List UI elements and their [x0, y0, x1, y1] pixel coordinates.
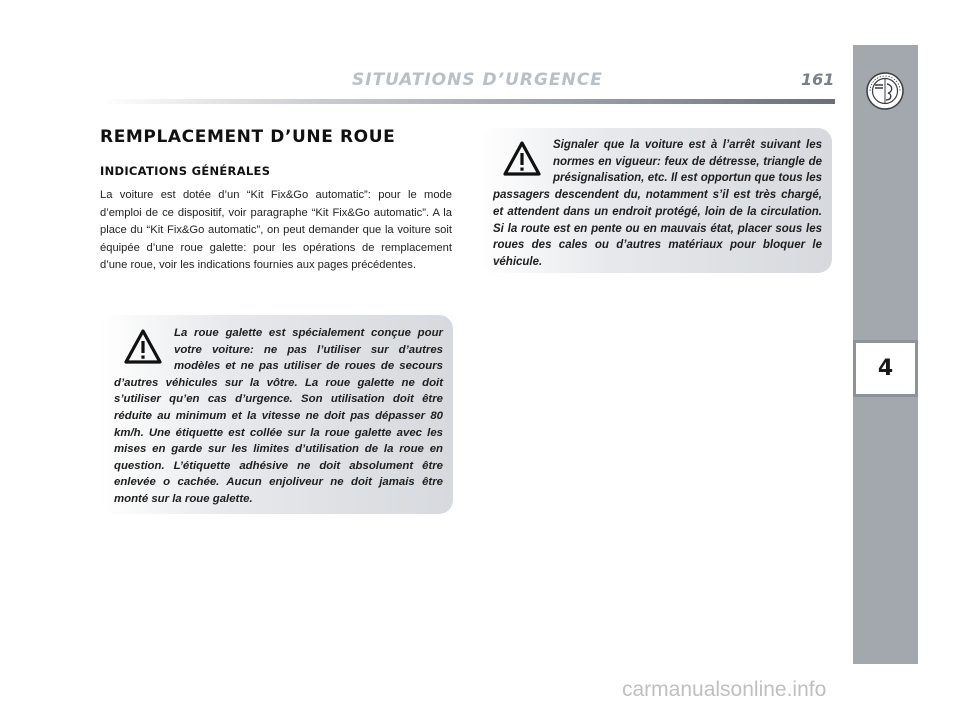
page-number: 161 — [801, 70, 835, 89]
warning-box-spare-wheel — [100, 315, 453, 514]
warning-box-stopped-vehicle — [480, 128, 832, 273]
section-title: SITUATIONS D’URGENCE — [352, 70, 603, 90]
page-title: REMPLACEMENT D’UNE ROUE — [100, 127, 396, 147]
warning-triangle-icon — [503, 141, 541, 177]
chapter-number: 4 — [877, 356, 894, 381]
alfa-romeo-logo-icon — [866, 72, 904, 110]
body-paragraph: La voiture est dotée d’un “Kit Fix&Go automatic”: pour le mode d’emploi de ce dispositif, voir paragraphe “Kit Fix&Go automatic”. A la place du “Kit Fix&Go automatic”, on peut demander que la voiture soit équipée d’une roue galette: pour les opérations de remplacement d’une roue, voir les indications fournies aux pages précédentes. — [100, 189, 452, 271]
section-subheading: INDICATIONS GÉNÉRALES — [100, 164, 271, 178]
warning-text-stopped-vehicle: Signaler que la voiture est à l’arrêt suivant les normes en vigueur: feux de détresse, triangle de présignalisation, etc. Il est opportun que tous les passagers descendent du, notamment s’il est très chargé, et attendent dans un endroit protégé, loin de la circulation. Si la route est en pente ou en mauvais état, placer sous les roues des cales ou d’autres matériaux pour bloquer le véhicule. — [493, 139, 822, 268]
watermark-text: carmanualsonline.info — [622, 678, 827, 701]
chapter-number-box — [853, 340, 918, 397]
header-divider — [100, 99, 835, 104]
warning-triangle-icon — [124, 329, 162, 365]
warning-text-spare-wheel: La roue galette est spécialement conçue pour votre voiture: ne pas l’utiliser sur d’autres modèles et ne pas utiliser de roues de secours d’autres véhicules sur la vôtre. La roue galette ne doit s’utiliser qu’en cas d’urgence. Son utilisation doit être réduite au minimum et la vitesse ne doit pas dépasser 80 km/h. Une étiquette est collée sur la roue galette avec les mises en garde sur les limites d’utilisation de la roue en question. L’étiquette adhésive ne doit absolument être enlevée o cachée. Aucun enjoliveur ne doit jamais être monté sur la roue galette. — [114, 327, 443, 505]
